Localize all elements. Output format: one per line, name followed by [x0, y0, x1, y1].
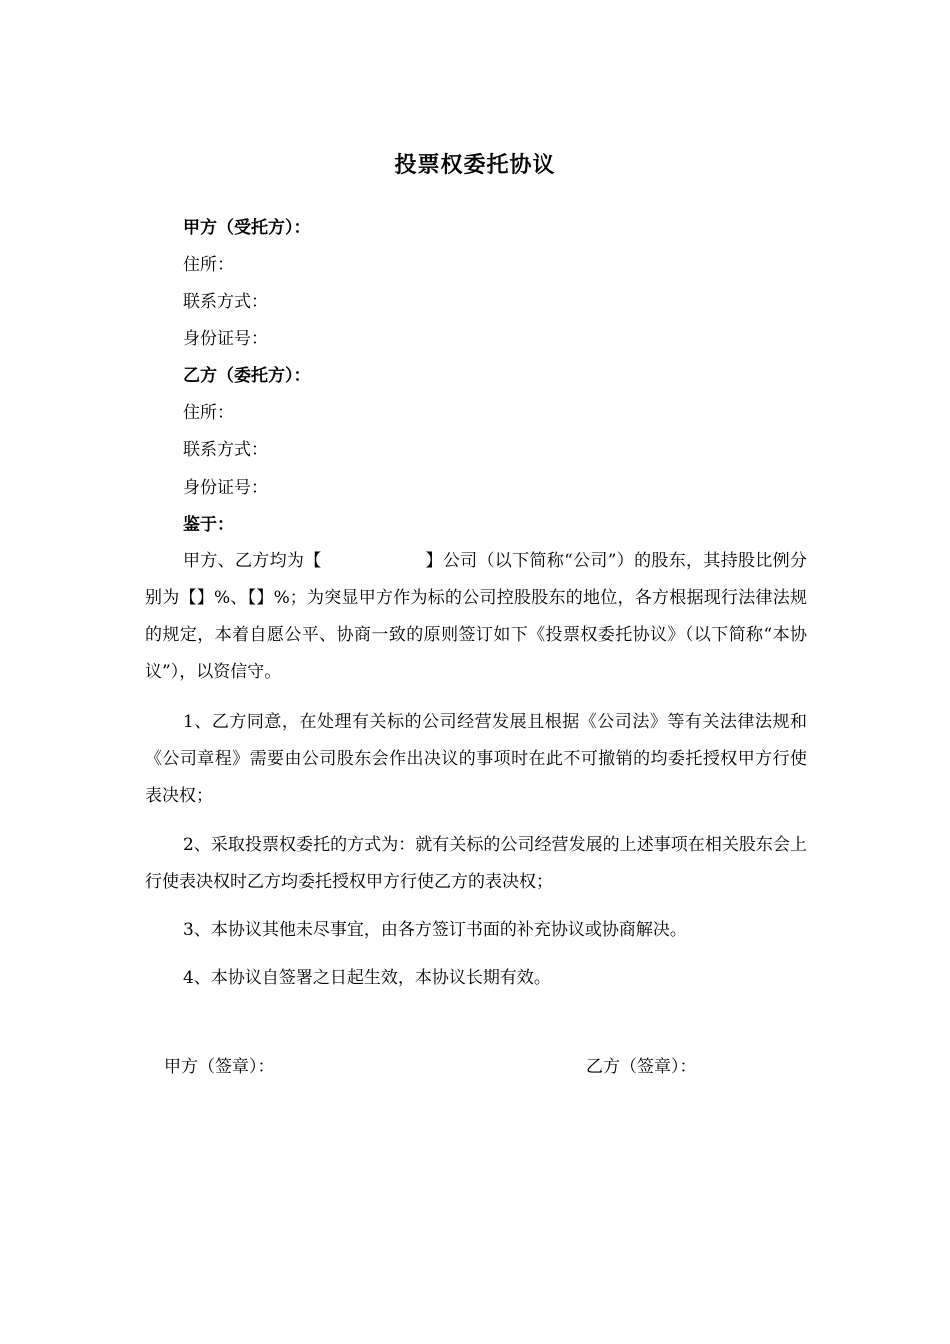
preamble-paragraph: 甲方、乙方均为【 】公司（以下简称“公司”）的股东，其持股比例分别为【】%、【】%；为突显甲方作为标的公司控股股东的地位，各方根据现行法律法规的规定，本着自愿公平、协商一致的原则签订如下《投票权委托协议》（以下简称“本协议”），以资信守。: [145, 551, 807, 682]
party-b-contact-label: 联系方式：: [183, 440, 268, 460]
whereas-heading: 鉴于：: [183, 515, 234, 535]
clause-2: 2、采取投票权委托的方式为：就有关标的公司经营发展的上述事项在相关股东会上行使表决权时乙方均委托授权甲方行使乙方的表决权；: [145, 835, 807, 892]
party-a-heading: 甲方（受托方）：: [183, 218, 311, 238]
party-b-signature-label: 乙方（签章）：: [586, 1057, 697, 1077]
party-b-id-label: 身份证号：: [183, 478, 268, 498]
party-a-contact-label: 联系方式：: [183, 292, 268, 312]
clause-1: 1、乙方同意，在处理有关标的公司经营发展且根据《公司法》等有关法律法规和《公司章程》需要由公司股东会作出决议的事项时在此不可撤销的均委托授权甲方行使表决权；: [145, 712, 807, 806]
clause-3: 3、本协议其他未尽事宜，由各方签订书面的补充协议或协商解决。: [183, 920, 687, 940]
party-b-heading: 乙方（委托方）：: [183, 366, 311, 386]
party-a-id-label: 身份证号：: [183, 329, 268, 349]
party-a-signature-label: 甲方（签章）：: [164, 1057, 275, 1077]
clause-4: 4、本协议自签署之日起生效，本协议长期有效。: [183, 968, 551, 988]
party-b-address-label: 住所：: [183, 403, 234, 423]
document-title: 投票权委托协议: [394, 152, 556, 178]
party-a-address-label: 住所：: [183, 255, 234, 275]
